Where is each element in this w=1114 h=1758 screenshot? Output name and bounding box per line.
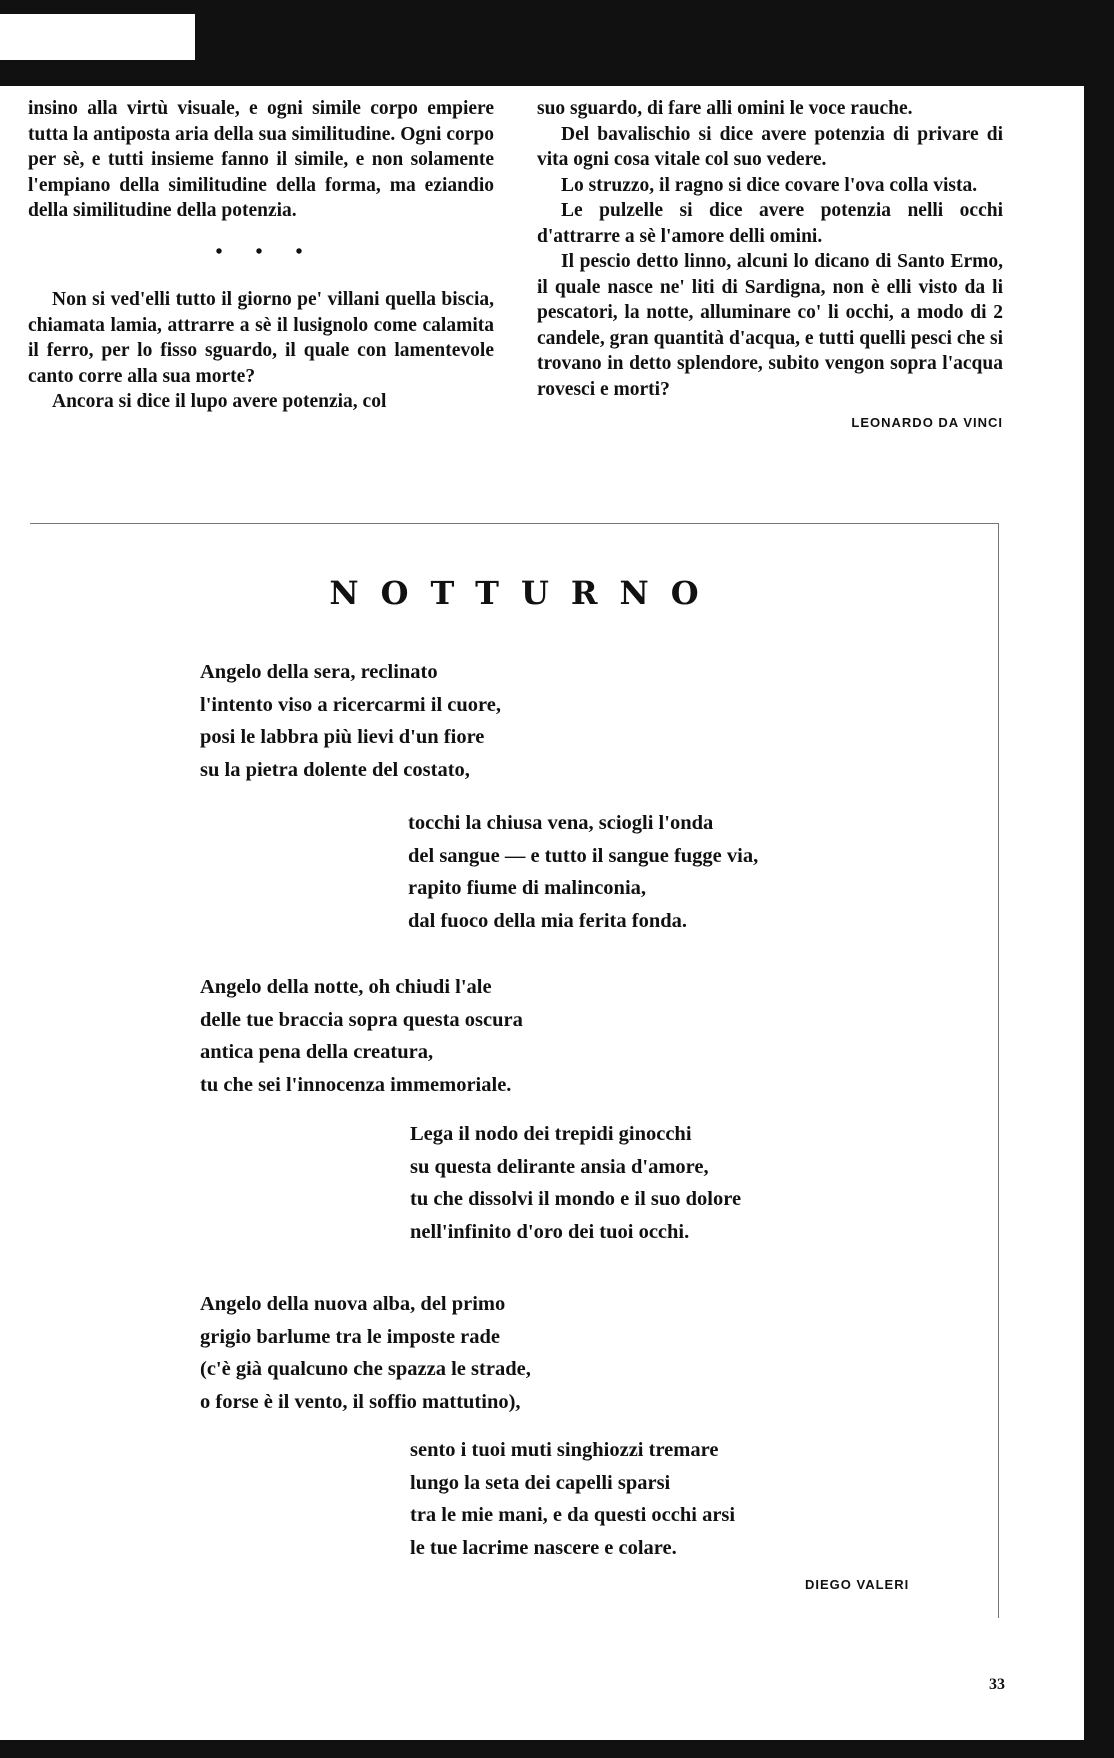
prose-paragraph: Del bavalischio si dice avere potenzia di privare di vita ogni cosa vitale col suo vedere. bbox=[537, 123, 1003, 170]
poem-line: l'intento viso a ricercarmi il cuore, bbox=[200, 693, 501, 716]
prose-left-column bbox=[28, 96, 494, 415]
poem-title: NOTTURNO bbox=[329, 574, 721, 612]
poem-line: grigio barlume tra le imposte rade bbox=[200, 1325, 501, 1348]
section-separator: • • • bbox=[215, 240, 317, 263]
prose-paragraph: Ancora si dice il lupo avere potenzia, col bbox=[52, 391, 387, 412]
poem-line: su questa delirante ansia d'amore, bbox=[410, 1155, 709, 1178]
poem-line: Angelo della sera, reclinato bbox=[200, 661, 438, 683]
poem-line: delle tue braccia sopra questa oscura bbox=[200, 1008, 523, 1031]
scan-border-top-left bbox=[0, 0, 195, 14]
poem-stanza bbox=[200, 1288, 531, 1418]
prose-paragraph: Non si ved'elli tutto il giorno pe' villani quella biscia, chiamata lamia, attrarre a sè il lusignolo come calamita il ferro, per lo fisso sguardo, il quale con lamentevole canto corre alla sua morte? bbox=[28, 289, 494, 387]
scan-border-top bbox=[195, 0, 1114, 60]
poem-stanza bbox=[408, 807, 758, 937]
poem-line: rapito fiume di malinconia, bbox=[408, 877, 647, 899]
prose-paragraph: Il pescio detto linno, alcuni lo dicano di Santo Ermo, il quale nasce ne' liti di Sardigna, non è elli visto da li pescatori, la notte, alluminare co' li occhi, a modo di 2 candele, gran quantità d'acqua, e tutti quelli pesci che si trovano in detto splendore, subito vengon sopra l'acqua rovesci e morti? bbox=[537, 251, 1003, 400]
poem-line: sento i tuoi muti singhiozzi tremare bbox=[410, 1439, 719, 1461]
poem-line: tocchi la chiusa vena, sciogli l'onda bbox=[408, 812, 714, 834]
poem-line: Angelo della notte, oh chiudi l'ale bbox=[200, 976, 492, 998]
poem-author-signature: DIEGO VALERI bbox=[805, 1577, 910, 1592]
page-number: 33 bbox=[989, 1676, 1005, 1693]
prose-paragraph: Lo struzzo, il ragno si dice covare l'ova colla vista. bbox=[561, 174, 978, 196]
poem-stanza bbox=[410, 1118, 741, 1248]
poem-line: su la pietra dolente del costato, bbox=[200, 758, 470, 781]
poem-line: tra le mie mani, e da questi occhi arsi bbox=[410, 1504, 736, 1526]
poem-line: o forse è il vento, il soffio mattutino), bbox=[200, 1390, 521, 1413]
poem-stanza bbox=[200, 971, 523, 1101]
poem-line: Angelo della nuova alba, del primo bbox=[200, 1293, 506, 1315]
poem-line: (c'è già qualcuno che spazza le strade, bbox=[200, 1358, 531, 1380]
poem-line: lungo la seta dei capelli sparsi bbox=[410, 1471, 671, 1494]
poem-line: posi le labbra più lievi d'un fiore bbox=[200, 726, 485, 748]
poem-stanza bbox=[410, 1434, 735, 1564]
prose-paragraph: insino alla virtù visuale, e ogni simile corpo empiere tutta la antiposta aria della sua similitudine. Ogni corpo per sè, e tutti insieme fanno il simile, e non solamente l'empiano della similitudine della forma, ma eziandio della similitudine della potenzia. bbox=[28, 98, 494, 221]
poem-line: nell'infinito d'oro dei tuoi occhi. bbox=[410, 1220, 690, 1243]
poem-box bbox=[30, 523, 999, 1618]
scan-border-top-band bbox=[0, 60, 1114, 86]
scan-border-right bbox=[1084, 0, 1114, 1758]
prose-right-column bbox=[537, 96, 1003, 436]
poem-line: dal fuoco della mia ferita fonda. bbox=[408, 909, 688, 932]
prose-paragraph: suo sguardo, di fare alli omini le voce rauche. bbox=[537, 98, 913, 119]
scan-border-bottom bbox=[0, 1740, 1114, 1758]
poem-line: antica pena della creatura, bbox=[200, 1041, 434, 1063]
prose-author-signature: LEONARDO DA VINCI bbox=[851, 415, 1003, 430]
poem-line: tu che dissolvi il mondo e il suo dolore bbox=[410, 1188, 742, 1210]
poem-line: le tue lacrime nascere e colare. bbox=[410, 1536, 677, 1559]
poem-line: del sangue — e tutto il sangue fugge via, bbox=[408, 844, 759, 867]
poem-stanza bbox=[200, 656, 501, 786]
prose-paragraph: Le pulzelle si dice avere potenzia nelli occhi d'attrarre a sè l'amore delli omini. bbox=[537, 200, 1003, 247]
poem-line: tu che sei l'innocenza immemoriale. bbox=[200, 1073, 512, 1096]
poem-line: Lega il nodo dei trepidi ginocchi bbox=[410, 1123, 692, 1145]
